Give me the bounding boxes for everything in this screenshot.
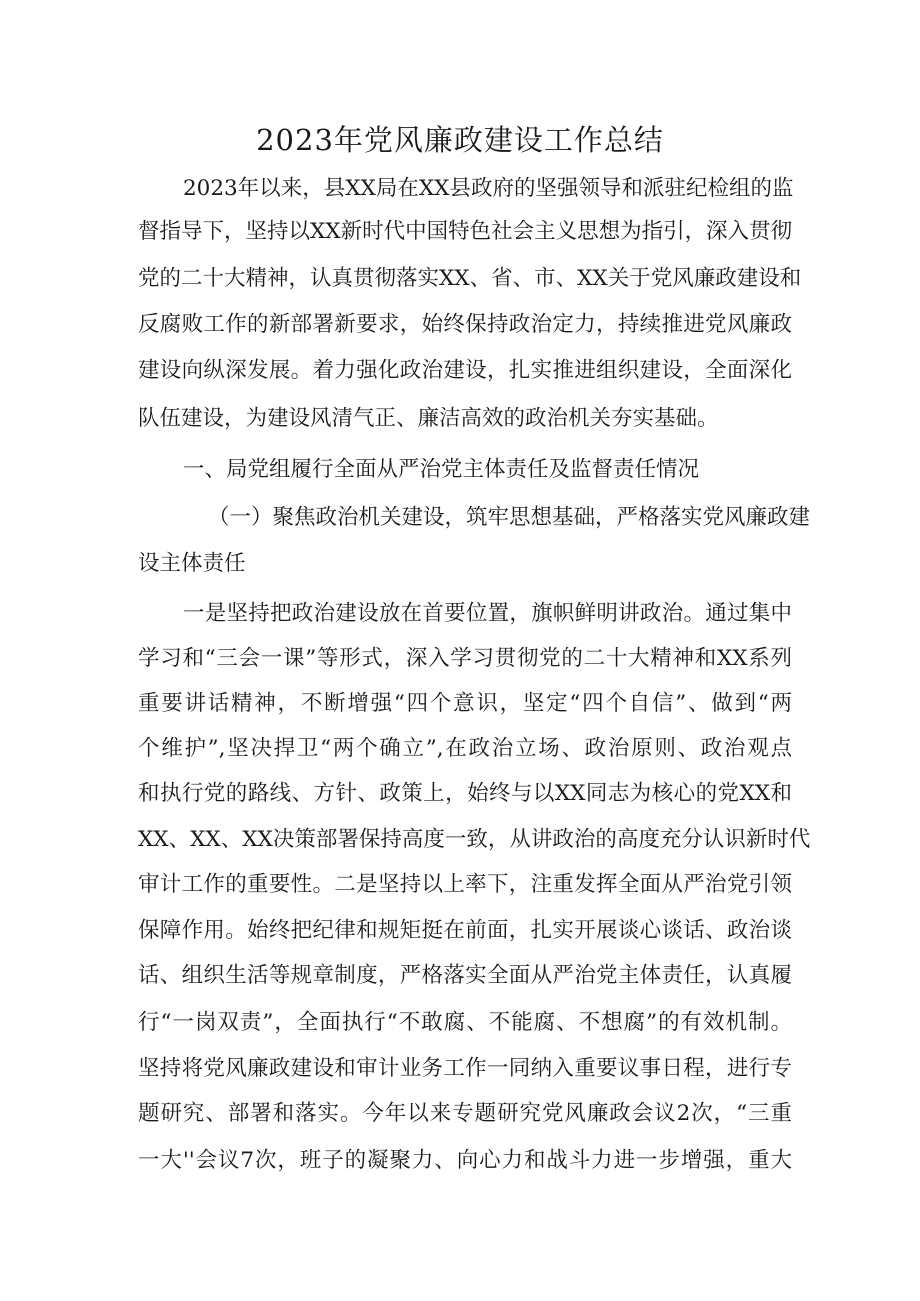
body-line-5: 和执行党的路线、方针、政策上，始终与以XX同志为核心的党XX和: [138, 781, 792, 806]
intro-line-3: 党的二十大精神，认真贯彻落实XX、省、市、XX关于党风廉政建设和: [138, 266, 802, 291]
subsection-heading-1-line-2: 设主体责任: [138, 551, 246, 576]
document-title: 2023年党风廉政建设工作总结: [256, 123, 664, 157]
body-line-11: 坚持将党风廉政建设和审计业务工作一同纳入重要议事日程，进行专: [138, 1056, 792, 1081]
body-line-8: 保障作用。始终把纪律和规矩挺在前面，扎实开展谈心谈话、政治谈: [138, 918, 792, 943]
section-heading-1: 一、局党组履行全面从严治党主体责任及监督责任情况: [183, 457, 700, 482]
intro-line-2: 督指导下，坚持以XX新时代中国特色社会主义思想为指引，深入贯彻: [138, 219, 793, 244]
body-line-1: 一是坚持把政治建设放在首要位置，旗帜鲜明讲政治。通过集中: [183, 601, 792, 626]
body-line-12: 题研究、部署和落实。今年以来专题研究党风廉政会议2次，“三重: [138, 1101, 792, 1126]
subsection-heading-1-line-1: （一）聚焦政治机关建设，筑牢思想基础，严格落实党风廉政建: [208, 505, 811, 530]
body-line-7: 审计工作的重要性。二是坚持以上率下，注重发挥全面从严治党引领: [138, 872, 792, 897]
intro-line-5: 建设向纵深发展。着力强化政治建设，扎实推进组织建设，全面深化: [138, 358, 792, 383]
body-line-6: XX、XX、XX决策部署保持高度一致，从讲政治的高度充分认识新时代: [138, 827, 811, 852]
intro-line-6: 队伍建设，为建设风清气正、廉洁高效的政治机关夯实基础。: [138, 406, 719, 431]
intro-line-1: 2023年以来，县XX局在XX县政府的坚强领导和派驻纪检组的监: [183, 176, 794, 201]
body-line-13: 一大''会议7次，班子的凝聚力、向心力和战斗力进一步增强，重大: [138, 1148, 792, 1173]
body-line-9: 话、组织生活等规章制度，严格落实全面从严治党主体责任，认真履: [138, 963, 792, 988]
body-line-3: 重要讲话精神，不断增强“四个意识，坚定“四个自信”、做到“两: [138, 691, 792, 716]
body-line-10: 行“一岗双责”，全面执行“不敢腐、不能腐、不想腐”的有效机制。: [138, 1010, 792, 1035]
body-line-2: 学习和“三会一课”等形式，深入学习贯彻党的二十大精神和XX系列: [138, 646, 792, 671]
intro-line-4: 反腐败工作的新部署新要求，始终保持政治定力，持续推进党风廉政: [138, 312, 792, 337]
body-line-4: 个维护”,坚决捍卫“两个确立”,在政治立场、政治原则、政治观点: [138, 736, 792, 761]
